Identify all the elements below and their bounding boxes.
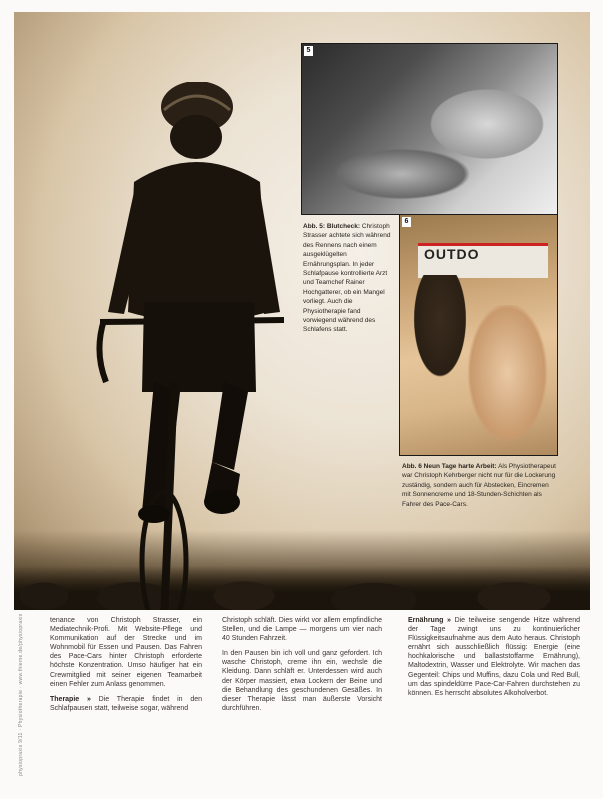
team-banner: OUTDO: [418, 243, 548, 278]
photo-blood-check: [301, 43, 558, 215]
caption-label: Abb. 5: Blutcheck:: [303, 223, 361, 230]
caption-fig6: [402, 462, 556, 509]
paragraph: In den Pausen bin ich voll und ganz gefordert. Ich wasche Christoph, creme ihn ein, wechsle die Kleidung. Dann schläft er. Unterdessen wird auch der Körper massiert, etwa Lockern der Beine und die Behandlung des geschundenen Gesäßes. In dieser Therapie lässt man äußerste Vorsicht durchführen.: [222, 650, 382, 712]
article-body: [14, 610, 590, 790]
section-lead: Ernährung »: [408, 617, 451, 624]
cyclist-silhouette: [84, 82, 314, 610]
photo-physiotherapy: [399, 214, 558, 456]
text-column-3: [408, 616, 580, 704]
caption-text: Als Physiotherapeut war Christoph Kehrberger nicht nur für die Lockerung zuständig, sondern auch für Abstecken, Eincremen mit Sonnencreme und 18-Stunden-Schichten als Fahrer des Pace-Cars.: [402, 463, 556, 508]
text-column-1: [50, 616, 202, 719]
paragraph: Therapie » Die Therapie findet in den Schlafpausen statt, teilweise sogar, während: [50, 695, 202, 712]
side-footer: physiopraxis 9/11 · Physiotherapie · www.thieme.de/physiopraxis: [18, 613, 24, 777]
photo-number-badge: 5: [304, 46, 313, 56]
paragraph: tenance von Christoph Strasser, ein Mediatechnik-Profi. Mit Website-Pflege und Kommunikation auf der Strecke und im Wohnmobil für Essen und Pausen. Das Fahren des Pace-Cars hinter Christoph erforderte höchste Konzentration. Umso häufiger hat ein Crewmitglied mit seiner eigenen Teamarbeit einen Fehler zum Anlass genommen.: [50, 617, 202, 688]
text-column-2: [222, 616, 382, 719]
section-lead: Therapie »: [50, 695, 91, 703]
paragraph: Christoph schläft. Dies wirkt vor allem empfindliche Stellen, und die Lampe — morgens um vier nach 40 Stunden Fahrzeit.: [222, 617, 382, 643]
caption-fig5: [303, 222, 395, 335]
photo-number-badge: 6: [402, 217, 411, 227]
caption-text: Christoph Strasser achtete sich während des Rennens nach einem ausgeklügelten Ernährungsplan. In jeder Schlafpause kontrollierte Arzt und Teamchef Rainer Hochgatterer, ob ein Mangel vorliegt. Auch die Physiotherapie fand vorwiegend während des Schlafens statt.: [303, 223, 391, 334]
caption-label: Abb. 6 Neun Tage harte Arbeit:: [402, 463, 497, 470]
paragraph: Ernährung » Die teilweise sengende Hitze während der Tage zwingt uns zu kontinuierlicher Flüssigkeitsaufnahme aus dem Auto heraus. Christoph ernährt sich ausschließlich flüssig: Energie (eine hochkalorische und ballaststoffarme Ernährung), Maltodextrin, Wasser und Elektrolyte. Wir machen das Gegenteil: Chips und Muffins, dazu Cola und Red Bull, um das spindeldürre Pace-Car-Fahren durchstehen zu können. Es herrscht absolutes Alkoholverbot.: [408, 617, 580, 697]
